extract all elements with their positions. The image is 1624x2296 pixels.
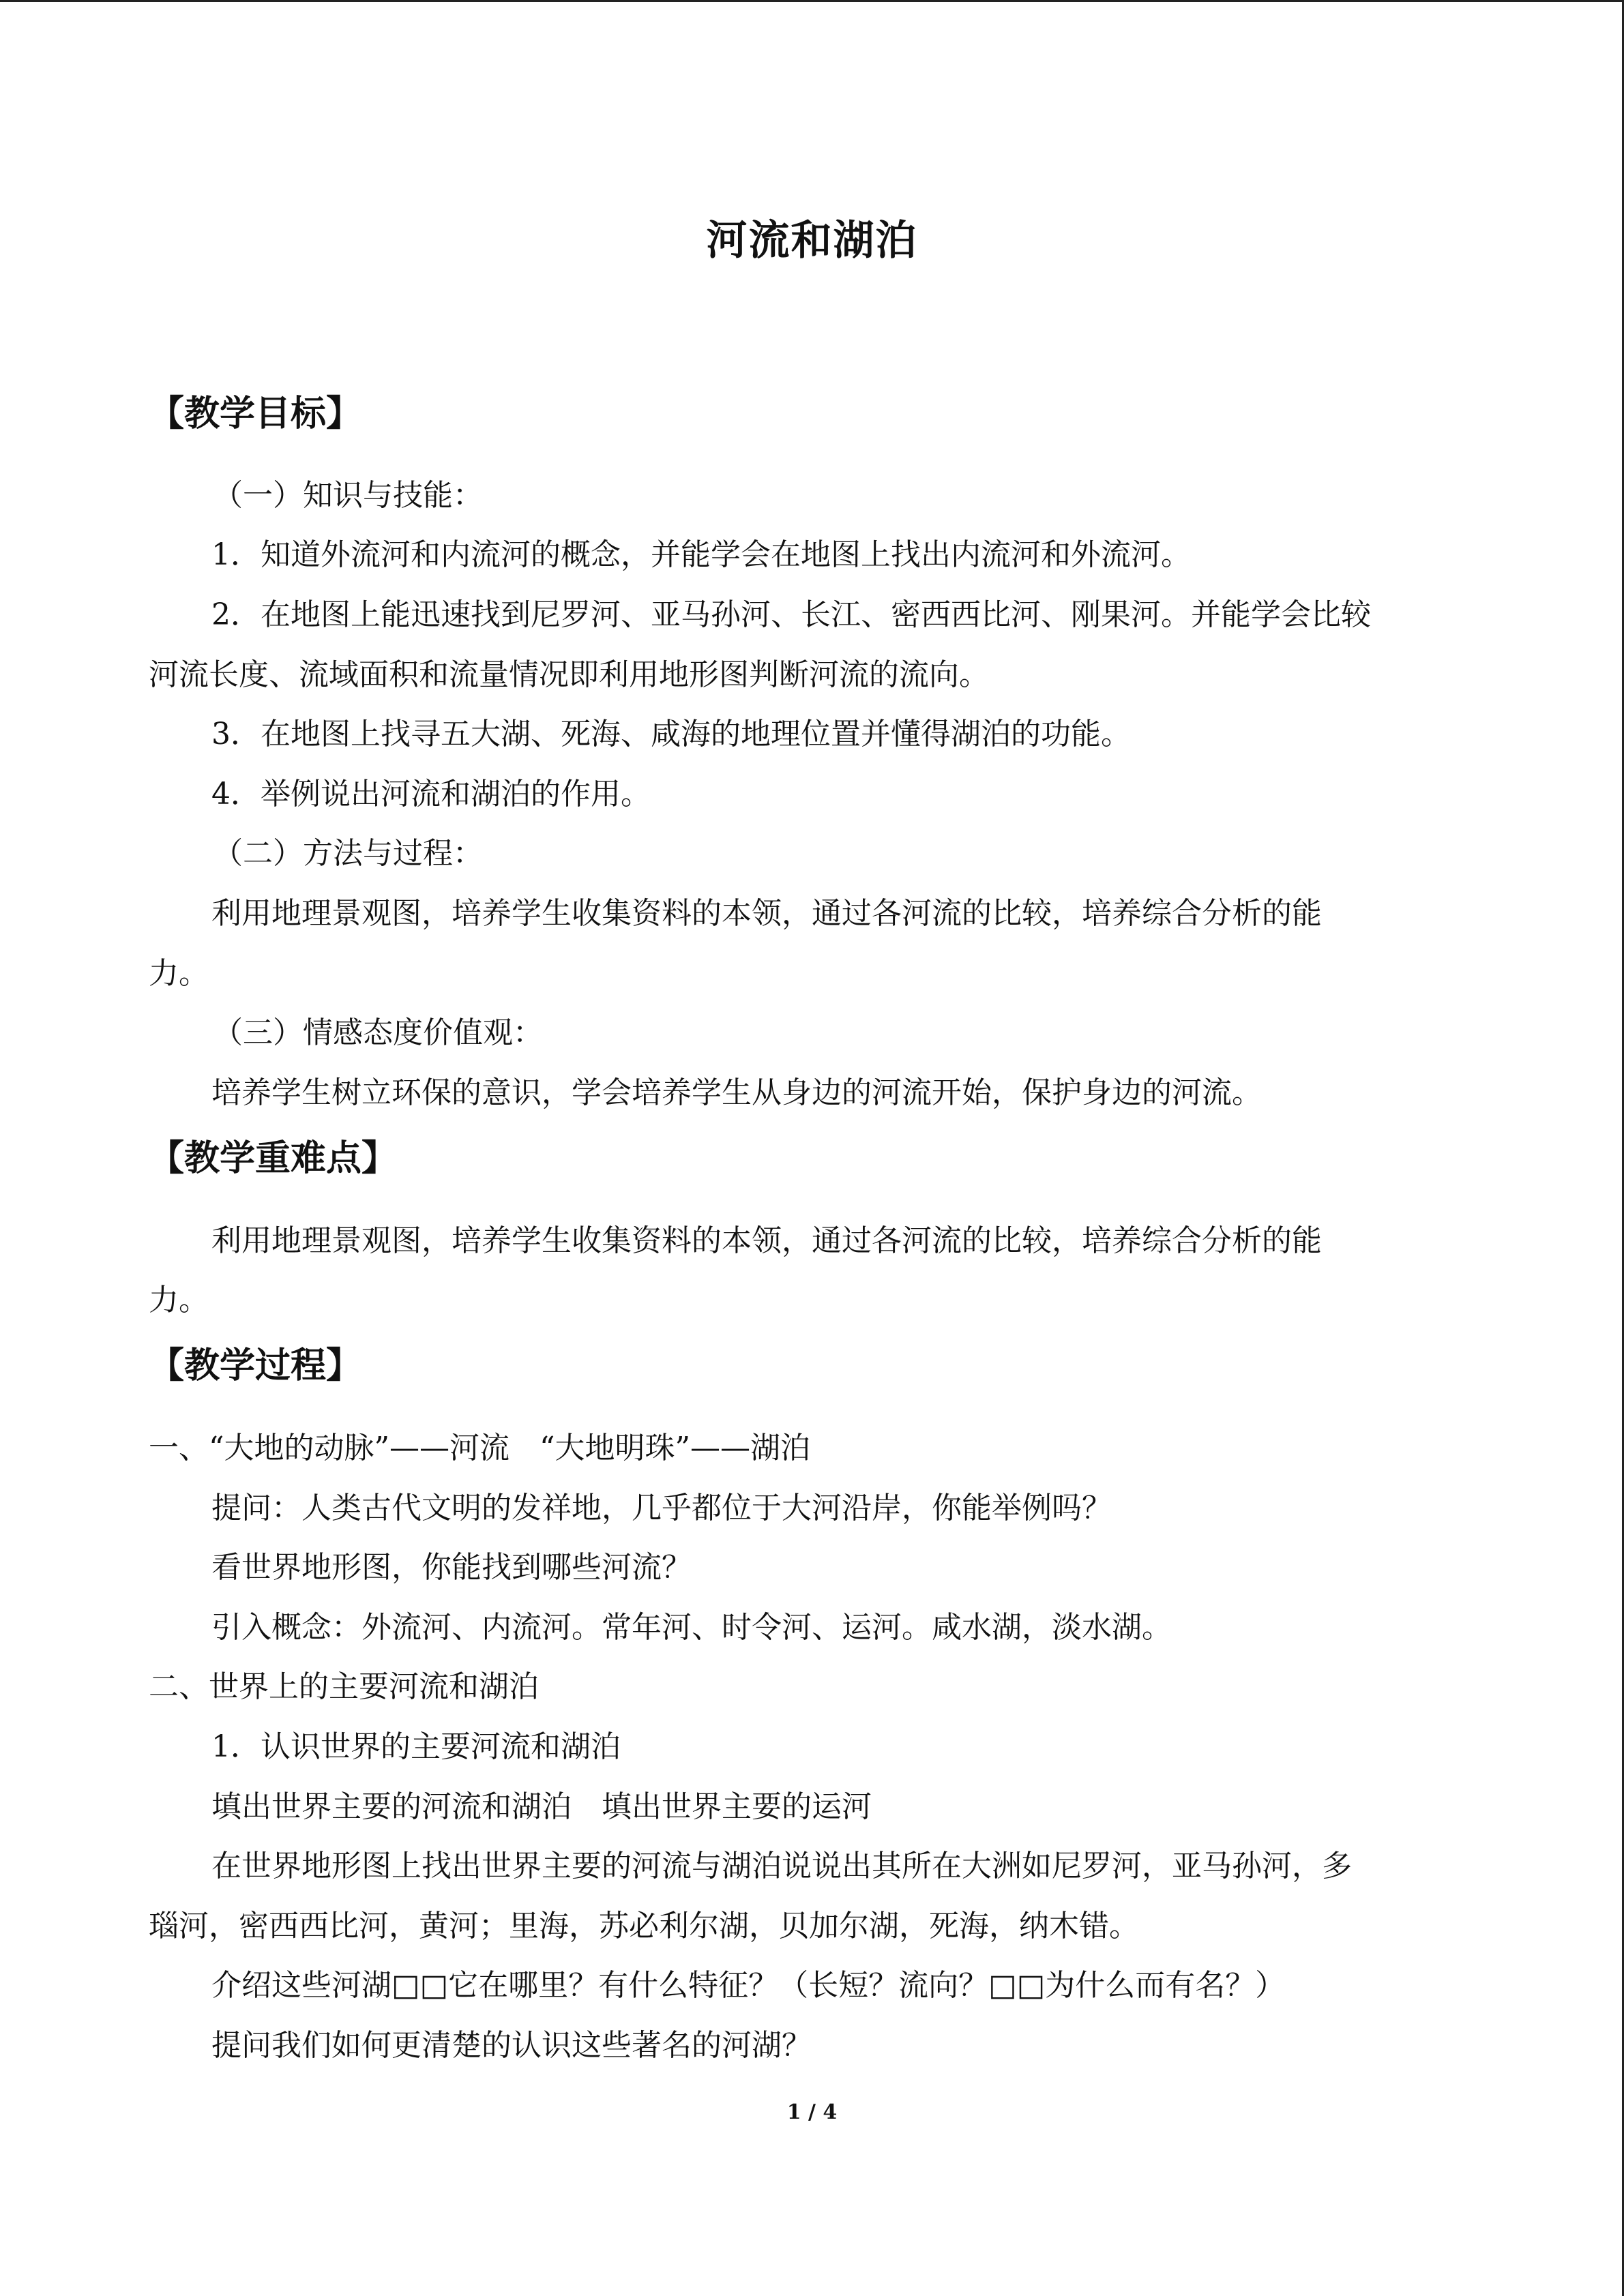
page-number: 1 / 4 [786, 2100, 838, 2124]
method-paragraph-line-1: 利用地理景观图，培养学生收集资料的本领，通过各河流的比较，培养综合分析的能 [211, 896, 1322, 931]
subheading-method-process: （二）方法与过程： [213, 836, 483, 871]
process-part-1-concepts: 引入概念：外流河、内流河。常年河、时令河、运河。咸水湖，淡水湖。 [211, 1610, 1172, 1645]
goal-item-1: 1．知道外流河和内流河的概念，并能学会在地图上找出内流河和外流河。 [211, 537, 1191, 572]
process-part-1-heading: 一、“大地的动脉”——河流 “大地明珠”——湖泊 [149, 1431, 810, 1465]
process-part-2-item-1: 1．认识世界的主要河流和湖泊 [211, 1729, 621, 1764]
key-points-paragraph-line-1: 利用地理景观图，培养学生收集资料的本领，通过各河流的比较，培养综合分析的能 [211, 1223, 1322, 1258]
goal-item-3: 3．在地图上找寻五大湖、死海、咸海的地理位置并懂得湖泊的功能。 [211, 717, 1131, 751]
section-heading-teaching-goals: 【教学目标】 [149, 393, 362, 434]
goal-item-2-line-1: 2．在地图上能迅速找到尼罗河、亚马孙河、长江、密西西比河、刚果河。并能学会比较 [211, 597, 1371, 632]
goal-item-4: 4．举例说出河流和湖泊的作用。 [211, 777, 651, 811]
key-points-paragraph-line-2: 力。 [149, 1283, 209, 1317]
process-part-2-heading: 二、世界上的主要河流和湖泊 [149, 1669, 539, 1704]
section-heading-teaching-process: 【教学过程】 [149, 1345, 362, 1386]
process-part-2-map-task-line-2: 瑙河，密西西比河，黄河；里海，苏必利尔湖，贝加尔湖，死海，纳木错。 [149, 1909, 1139, 1943]
subheading-knowledge-skills: （一）知识与技能： [213, 478, 483, 513]
process-part-1-question: 提问：人类古代文明的发祥地，几乎都位于大河沿岸，你能举例吗？ [211, 1491, 1112, 1525]
process-part-2-introduce: 介绍这些河湖□□它在哪里？有什么特征？（长短？流向？□□为什么而有名？） [211, 1968, 1286, 2003]
process-part-1-map-prompt: 看世界地形图，你能找到哪些河流？ [211, 1550, 692, 1585]
document-title: 河流和湖泊 [706, 217, 918, 265]
goal-item-2-line-2: 河流长度、流域面积和流量情况即利用地形图判断河流的流向。 [149, 657, 989, 692]
page-top-border [0, 0, 1624, 2]
process-part-2-question: 提问我们如何更清楚的认识这些著名的河湖？ [211, 2028, 812, 2063]
subheading-attitude-values: （三）情感态度价值观： [213, 1015, 543, 1050]
section-heading-key-points: 【教学重难点】 [149, 1137, 398, 1179]
attitude-paragraph: 培养学生树立环保的意识，学会培养学生从身边的河流开始，保护身边的河流。 [211, 1075, 1262, 1110]
method-paragraph-line-2: 力。 [149, 956, 209, 991]
process-part-2-fill-in: 填出世界主要的河流和湖泊 填出世界主要的运河 [211, 1789, 872, 1824]
process-part-2-map-task-line-1: 在世界地形图上找出世界主要的河流与湖泊说说出其所在大洲如尼罗河，亚马孙河，多 [211, 1849, 1352, 1883]
